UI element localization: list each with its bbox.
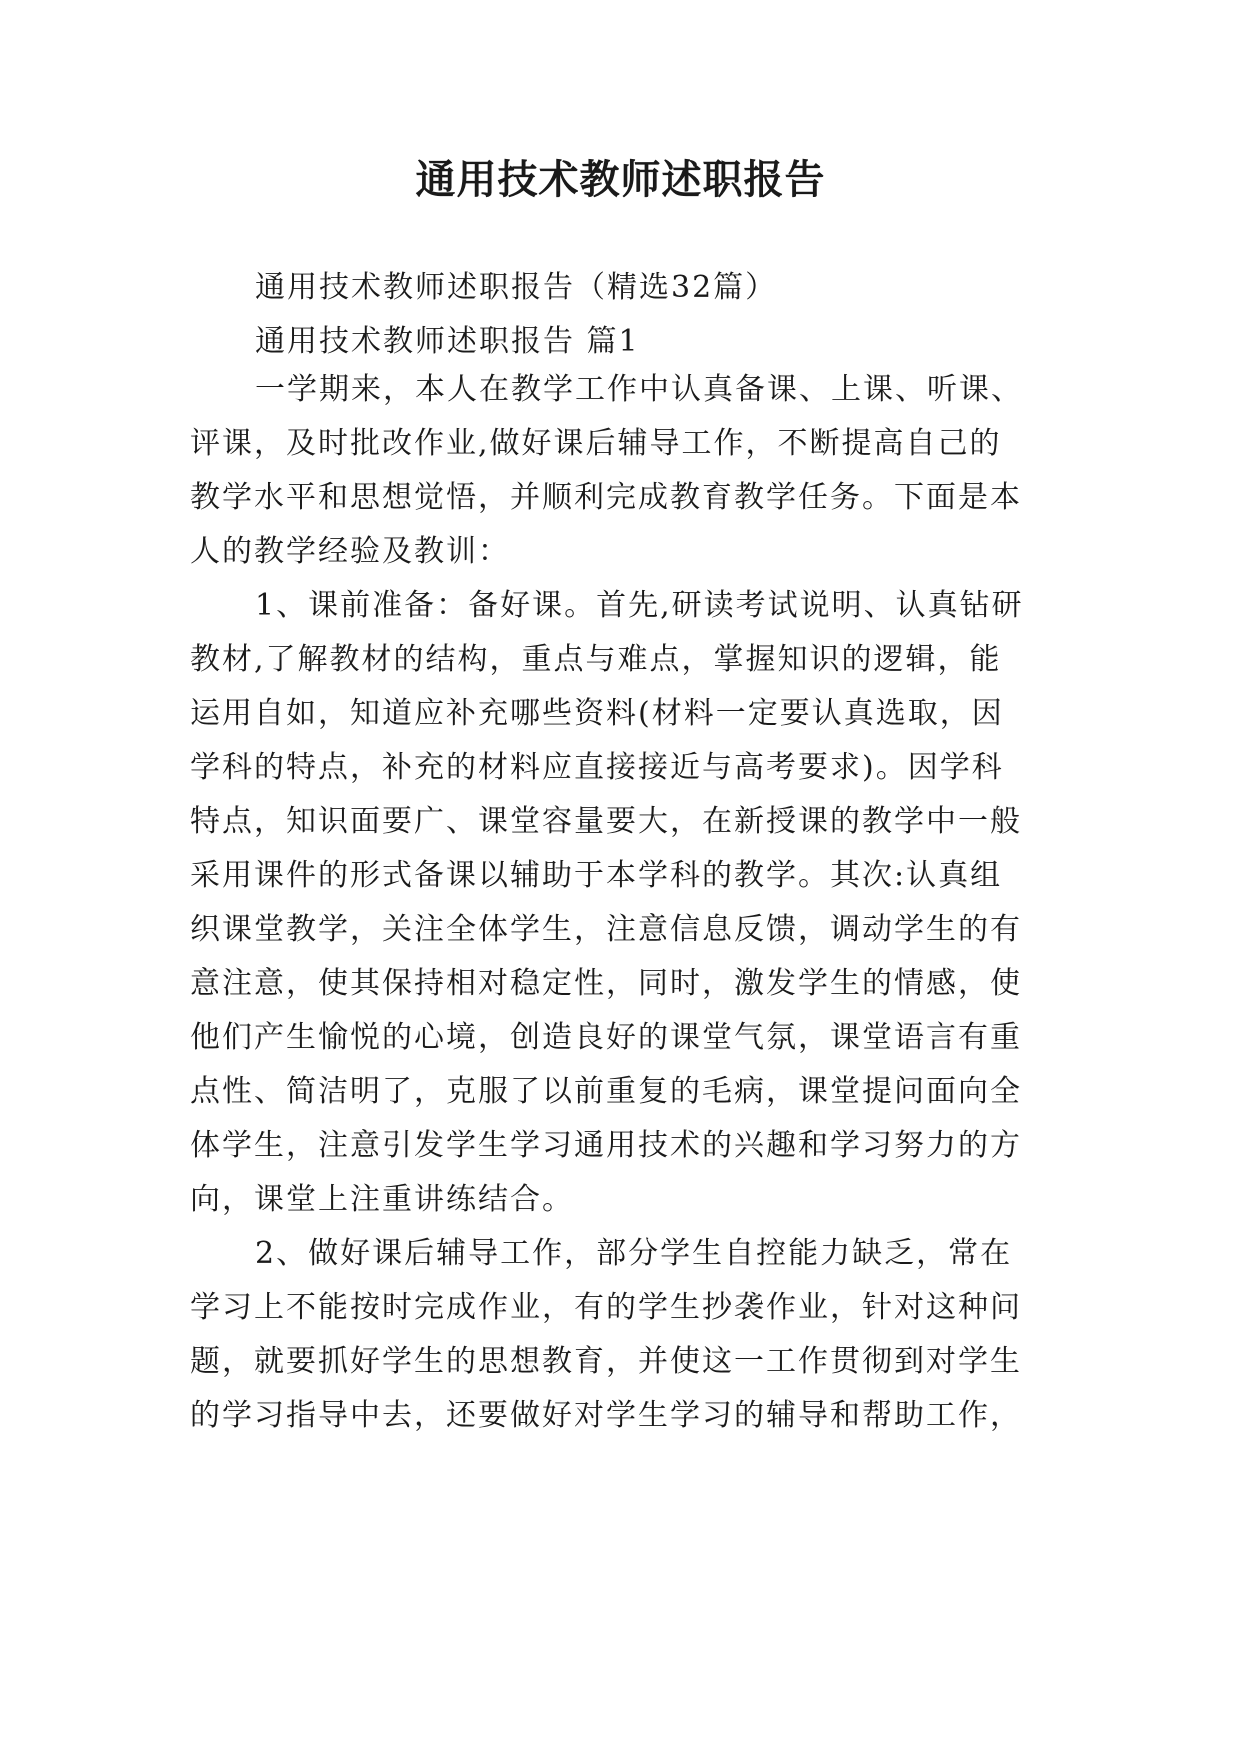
body-line: 1、课前准备：备好课。首先,研读考试说明、认真钻研	[255, 588, 1024, 623]
body-line: 点性、简洁明了，克服了以前重复的毛病，课堂提问面向全	[190, 1074, 1022, 1109]
body-line: 他们产生愉悦的心境，创造良好的课堂气氛，课堂语言有重	[190, 1020, 1022, 1055]
body-line: 运用自如，知道应补充哪些资料(材料一定要认真选取，因	[190, 696, 1004, 731]
body-line: 意注意，使其保持相对稳定性，同时，激发学生的情感，使	[190, 966, 1022, 1001]
body-line: 学习上不能按时完成作业，有的学生抄袭作业，针对这种问	[190, 1290, 1022, 1325]
section-heading: 通用技术教师述职报告 篇1	[255, 324, 640, 359]
body-line: 织课堂教学，关注全体学生，注意信息反馈，调动学生的有	[190, 912, 1022, 947]
body-line: 教学水平和思想觉悟，并顺利完成教育教学任务。下面是本	[190, 480, 1022, 515]
body-line: 2、做好课后辅导工作，部分学生自控能力缺乏，常在	[255, 1236, 1013, 1271]
body-line: 体学生，注意引发学生学习通用技术的兴趣和学习努力的方	[190, 1128, 1022, 1163]
body-line: 的学习指导中去，还要做好对学生学习的辅导和帮助工作，	[190, 1398, 1022, 1433]
body-line: 题，就要抓好学生的思想教育，并使这一工作贯彻到对学生	[190, 1344, 1022, 1379]
document-subtitle: 通用技术教师述职报告（精选32篇）	[255, 270, 778, 305]
body-line: 评课，及时批改作业,做好课后辅导工作，不断提高自己的	[190, 426, 1002, 461]
body-line: 特点，知识面要广、课堂容量要大，在新授课的教学中一般	[190, 804, 1022, 839]
body-line: 向，课堂上注重讲练结合。	[190, 1182, 574, 1217]
body-line: 采用课件的形式备课以辅助于本学科的教学。其次:认真组	[190, 858, 1003, 893]
body-line: 教材,了解教材的结构，重点与难点，掌握知识的逻辑，能	[190, 642, 1002, 677]
body-line: 人的教学经验及教训：	[190, 534, 510, 569]
body-line: 学科的特点，补充的材料应直接接近与高考要求)。因学科	[190, 750, 1004, 785]
document-title: 通用技术教师述职报告	[415, 157, 826, 203]
body-line: 一学期来，本人在教学工作中认真备课、上课、听课、	[255, 372, 1023, 407]
